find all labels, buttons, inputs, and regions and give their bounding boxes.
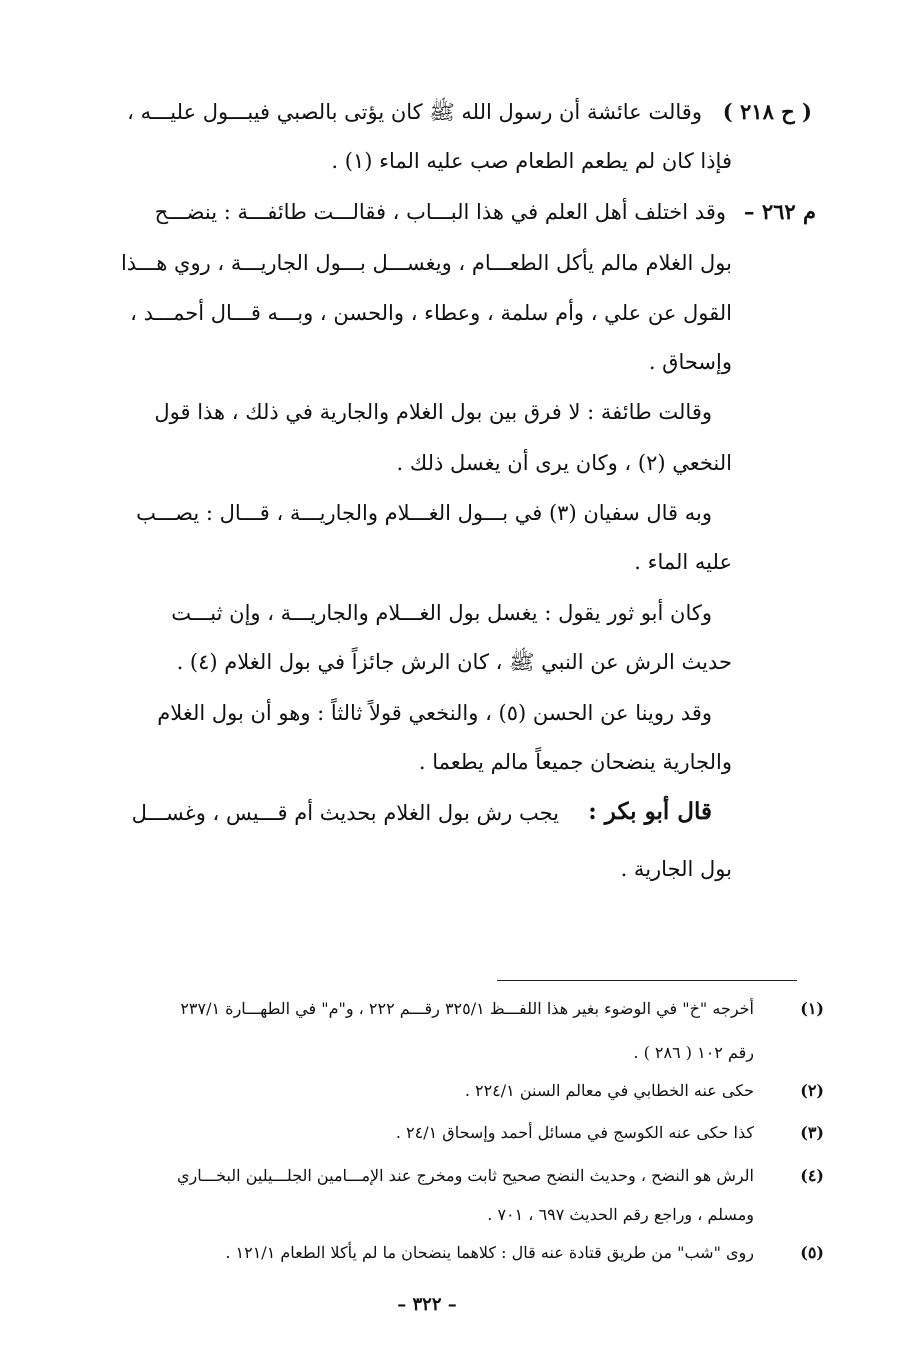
footnote-1-line-2: رقم ١٠٢ ( ٢٨٦ ) . xyxy=(633,1043,754,1062)
masala-262-line-4: وإسحاق . xyxy=(648,350,732,374)
footnote-4-number: (٤) xyxy=(800,1166,824,1185)
para-3-line-2: عليه الماء . xyxy=(634,550,732,574)
abu-bakr-heading: قال أبو بكر : xyxy=(588,798,712,825)
para-5-line-2: والجارية ينضحان جميعاً مالم يطعما . xyxy=(418,750,732,774)
footnote-5-line-1: روى "شب" من طريق قتادة عنه قال : كلاهما ينضحان ما لم يأكلا الطعام ١٢١/١ . xyxy=(225,1243,754,1262)
footnote-5-number: (٥) xyxy=(800,1243,824,1262)
masala-262-line-1: وقد اختلف أهل العلم في هذا البـــاب ، فقالـــت طائفـــة : ينضـــح xyxy=(154,200,726,224)
hadith-218-label: ( ح ٢١٨ ) xyxy=(722,99,812,124)
footnote-2-number: (٢) xyxy=(800,1081,824,1100)
para-4-line-2: حديث الرش عن النبي ﷺ ، كان الرش جائزاً في بول الغلام (٤) . xyxy=(176,650,732,674)
footnote-1-line-1: أخرجه "خ" في الوضوء بغير هذا اللفـــظ ٣٢٥/١ رقـــم ٢٢٢ ، و"م" في الطهـــارة ٢٣٧/١ xyxy=(180,999,754,1018)
footnote-3-line-1: كذا حكى عنه الكوسج في مسائل أحمد وإسحاق ٢٤/١ . xyxy=(395,1123,754,1142)
hadith-218-line-2: فإذا كان لم يطعم الطعام صب عليه الماء (١) . xyxy=(331,149,732,173)
para-5-line-1: وقد روينا عن الحسن (٥) ، والنخعي قولاً ثالثاً : وهو أن بول الغلام xyxy=(157,701,712,725)
masala-262-label: م ٢٦٢ – xyxy=(744,199,816,224)
para-2-line-2: النخعي (٢) ، وكان يرى أن يغسل ذلك . xyxy=(396,451,732,475)
footnote-4-line-2: ومسلم ، وراجع رقم الحديث ٦٩٧ ، ٧٠١ . xyxy=(487,1205,754,1224)
footnote-2-line-1: حكى عنه الخطابي في معالم السنن ٢٢٤/١ . xyxy=(464,1081,754,1100)
page-number: – ٣٢٢ – xyxy=(397,1294,457,1315)
masala-262-line-3: القول عن علي ، وأم سلمة ، وعطاء ، والحسن ، وبـــه قـــال أحمـــد ، xyxy=(130,301,732,325)
para-4-line-1: وكان أبو ثور يقول : يغسل بول الغـــلام والجاريـــة ، وإن ثبـــت xyxy=(171,601,712,625)
footnote-separator xyxy=(497,980,797,981)
hadith-218-line-1: وقالت عائشة أن رسول الله ﷺ كان يؤتى بالصبي فيبـــول عليـــه ، xyxy=(127,100,702,124)
footnote-3-number: (٣) xyxy=(800,1123,824,1142)
para-6-line-2: بول الجارية . xyxy=(620,857,732,881)
footnote-1-number: (١) xyxy=(800,999,824,1018)
masala-262-line-2: بول الغلام مالم يأكل الطعـــام ، ويغســـل بـــول الجاريـــة ، روي هـــذا xyxy=(120,251,732,275)
footnote-4-line-1: الرش هو النضح ، وحديث النضح صحيح ثابت ومخرج عند الإمـــامين الجلـــيلين البخـــاري xyxy=(176,1166,754,1185)
para-3-line-1: وبه قال سفيان (٣) في بـــول الغـــلام والجاريـــة ، قـــال : يصـــب xyxy=(136,501,712,525)
para-6-line-1: يجب رش بول الغلام بحديث أم قـــيس ، وغســـل xyxy=(131,801,559,825)
para-2-line-1: وقالت طائفة : لا فرق بين بول الغلام والجارية في ذلك ، هذا قول xyxy=(154,400,712,424)
